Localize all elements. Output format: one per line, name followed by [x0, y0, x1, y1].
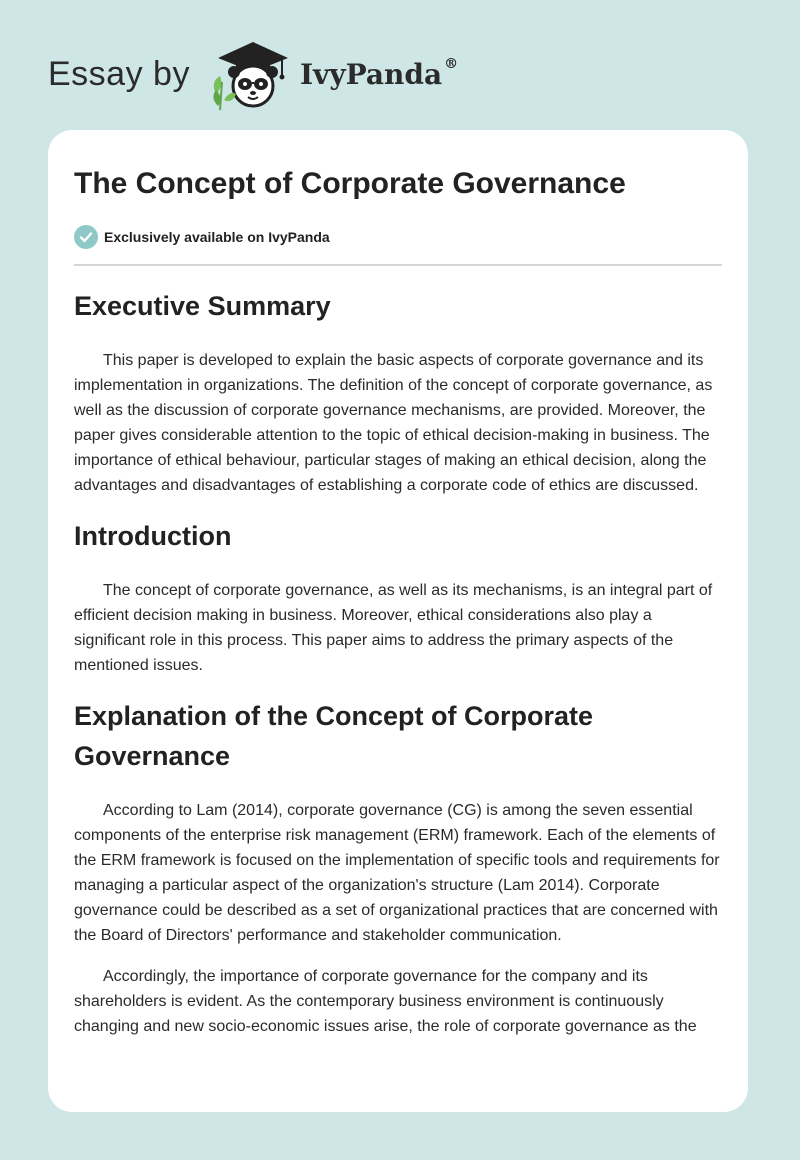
paragraph: This paper is developed to explain the basic aspects of corporate governance and its implementation in organizations. The definition of the concept of corporate governance, as well as the discussion of corporate governance mechanisms, are provided. Moreover, the paper gives considerable attention to the topic of ethical decision-making in business. The importance of ethical behaviour, particular stages of making an ethical decision, along the advantages and disadvantages of establishing a corporate code of ethics are discussed.	[74, 352, 713, 494]
paragraph: Accordingly, the importance of corporate governance for the company and its shareholders is evident. As the contemporary business environment is continuously changing and new socio-economic issues arise, the role of corporate governance as the	[74, 968, 697, 1035]
registered-mark: ®	[444, 55, 459, 72]
check-circle-icon	[74, 225, 98, 249]
brand-text: IvyPanda	[299, 57, 443, 91]
page-title: The Concept of Corporate Governance	[74, 167, 626, 200]
essay-by-label: Essay by	[48, 54, 190, 93]
section-heading: Explanation of the Concept of Corporate Governance	[74, 701, 594, 771]
title-divider	[74, 264, 722, 266]
essay-card	[48, 130, 748, 1112]
section-heading: Executive Summary	[74, 291, 331, 321]
paragraph: The concept of corporate governance, as well as its mechanisms, is an integral part of efficient decision making in business. Moreover, ethical considerations also play a significant role in this process. This paper aims to address the primary aspects of the mentioned issues.	[74, 582, 713, 674]
section-heading: Introduction	[74, 521, 232, 551]
exclusive-badge-label: Exclusively available on IvyPanda	[104, 229, 330, 245]
exclusive-badge	[74, 224, 722, 250]
brand-name[interactable]	[299, 55, 459, 91]
site-header	[48, 34, 458, 114]
panda-graduate-icon[interactable]	[208, 36, 294, 112]
paragraph: According to Lam (2014), corporate governance (CG) is among the seven essential components of the enterprise risk management (ERM) framework. Each of the elements of the ERM framework is focused on the implementation of specific tools and requirements for managing a particular aspect of the organization's structure (Lam 2014). Corporate governance could be described as a set of organizational practices that are concerned with the Board of Directors' performance and stakeholder communication.	[74, 802, 720, 944]
